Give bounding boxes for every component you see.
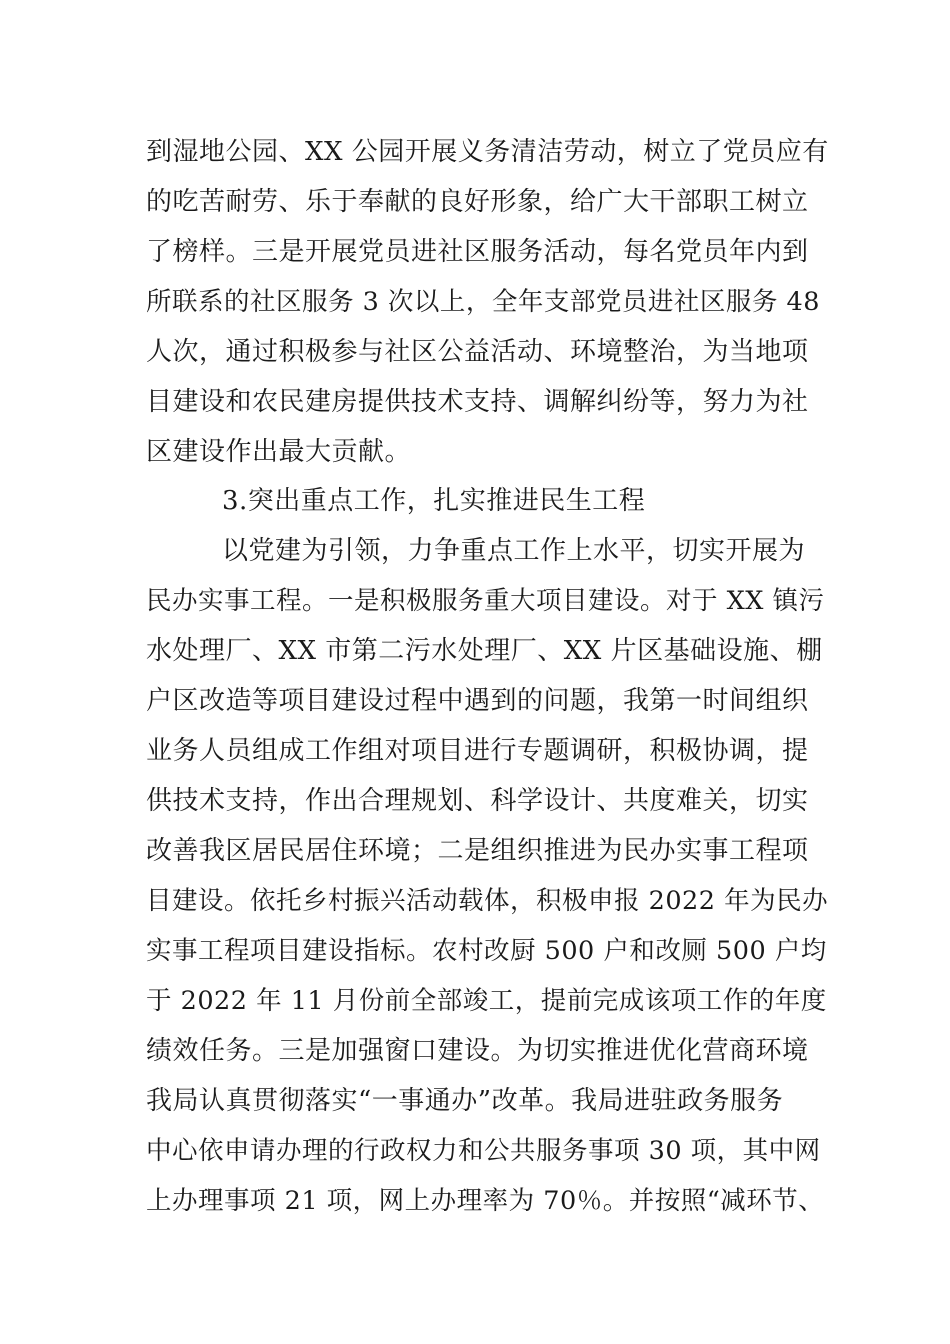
paragraph-1-line-6: 目建设和农民建房提供技术支持、调解纠纷等，努力为社	[146, 387, 809, 417]
paragraph-2-line-9: 实事工程项目建设指标。农村改厨 500 户和改厕 500 户均	[146, 936, 827, 966]
paragraph-2-line-8: 目建设。依托乡村振兴活动载体，积极申报 2022 年为民办	[146, 886, 829, 916]
paragraph-2-line-2: 民办实事工程。一是积极服务重大项目建设。对于 XX 镇污	[146, 586, 825, 616]
section-heading: 3.突出重点工作，扎实推进民生工程	[222, 486, 646, 516]
paragraph-2-line-6: 供技术支持，作出合理规划、科学设计、共度难关，切实	[146, 786, 809, 816]
paragraph-2-line-4: 户区改造等项目建设过程中遇到的问题，我第一时间组织	[146, 686, 809, 716]
paragraph-1-line-5: 人次，通过积极参与社区公益活动、环境整治，为当地项	[146, 337, 809, 367]
paragraph-2-line-12: 我局认真贯彻落实“一事通办”改革。我局进驻政务服务	[146, 1086, 784, 1116]
paragraph-1-line-3: 了榜样。三是开展党员进社区服务活动，每名党员年内到	[146, 237, 809, 267]
paragraph-2-line-7: 改善我区居民居住环境；二是组织推进为民办实事工程项	[146, 836, 809, 866]
paragraph-2-line-3: 水处理厂、XX 市第二污水处理厂、XX 片区基础设施、棚	[146, 636, 823, 666]
paragraph-1-line-7: 区建设作出最大贡献。	[146, 437, 412, 467]
paragraph-1-line-1: 到湿地公园、XX 公园开展义务清洁劳动，树立了党员应有	[146, 137, 829, 167]
paragraph-2-line-11: 绩效任务。三是加强窗口建设。为切实推进优化营商环境	[146, 1036, 809, 1066]
paragraph-2-line-5: 业务人员组成工作组对项目进行专题调研，积极协调，提	[146, 736, 809, 766]
paragraph-2-line-1: 以党建为引领，力争重点工作上水平，切实开展为	[222, 536, 806, 566]
paragraph-2-line-14: 上办理事项 21 项，网上办理率为 70％。并按照“减环节、	[146, 1186, 825, 1216]
paragraph-1-line-2: 的吃苦耐劳、乐于奉献的良好形象，给广大干部职工树立	[146, 187, 809, 217]
paragraph-2-line-13: 中心依申请办理的行政权力和公共服务事项 30 项，其中网	[146, 1136, 821, 1166]
paragraph-2-line-10: 于 2022 年 11 月份前全部竣工，提前完成该项工作的年度	[146, 986, 827, 1016]
paragraph-1-line-4: 所联系的社区服务 3 次以上，全年支部党员进社区服务 48	[146, 287, 820, 317]
